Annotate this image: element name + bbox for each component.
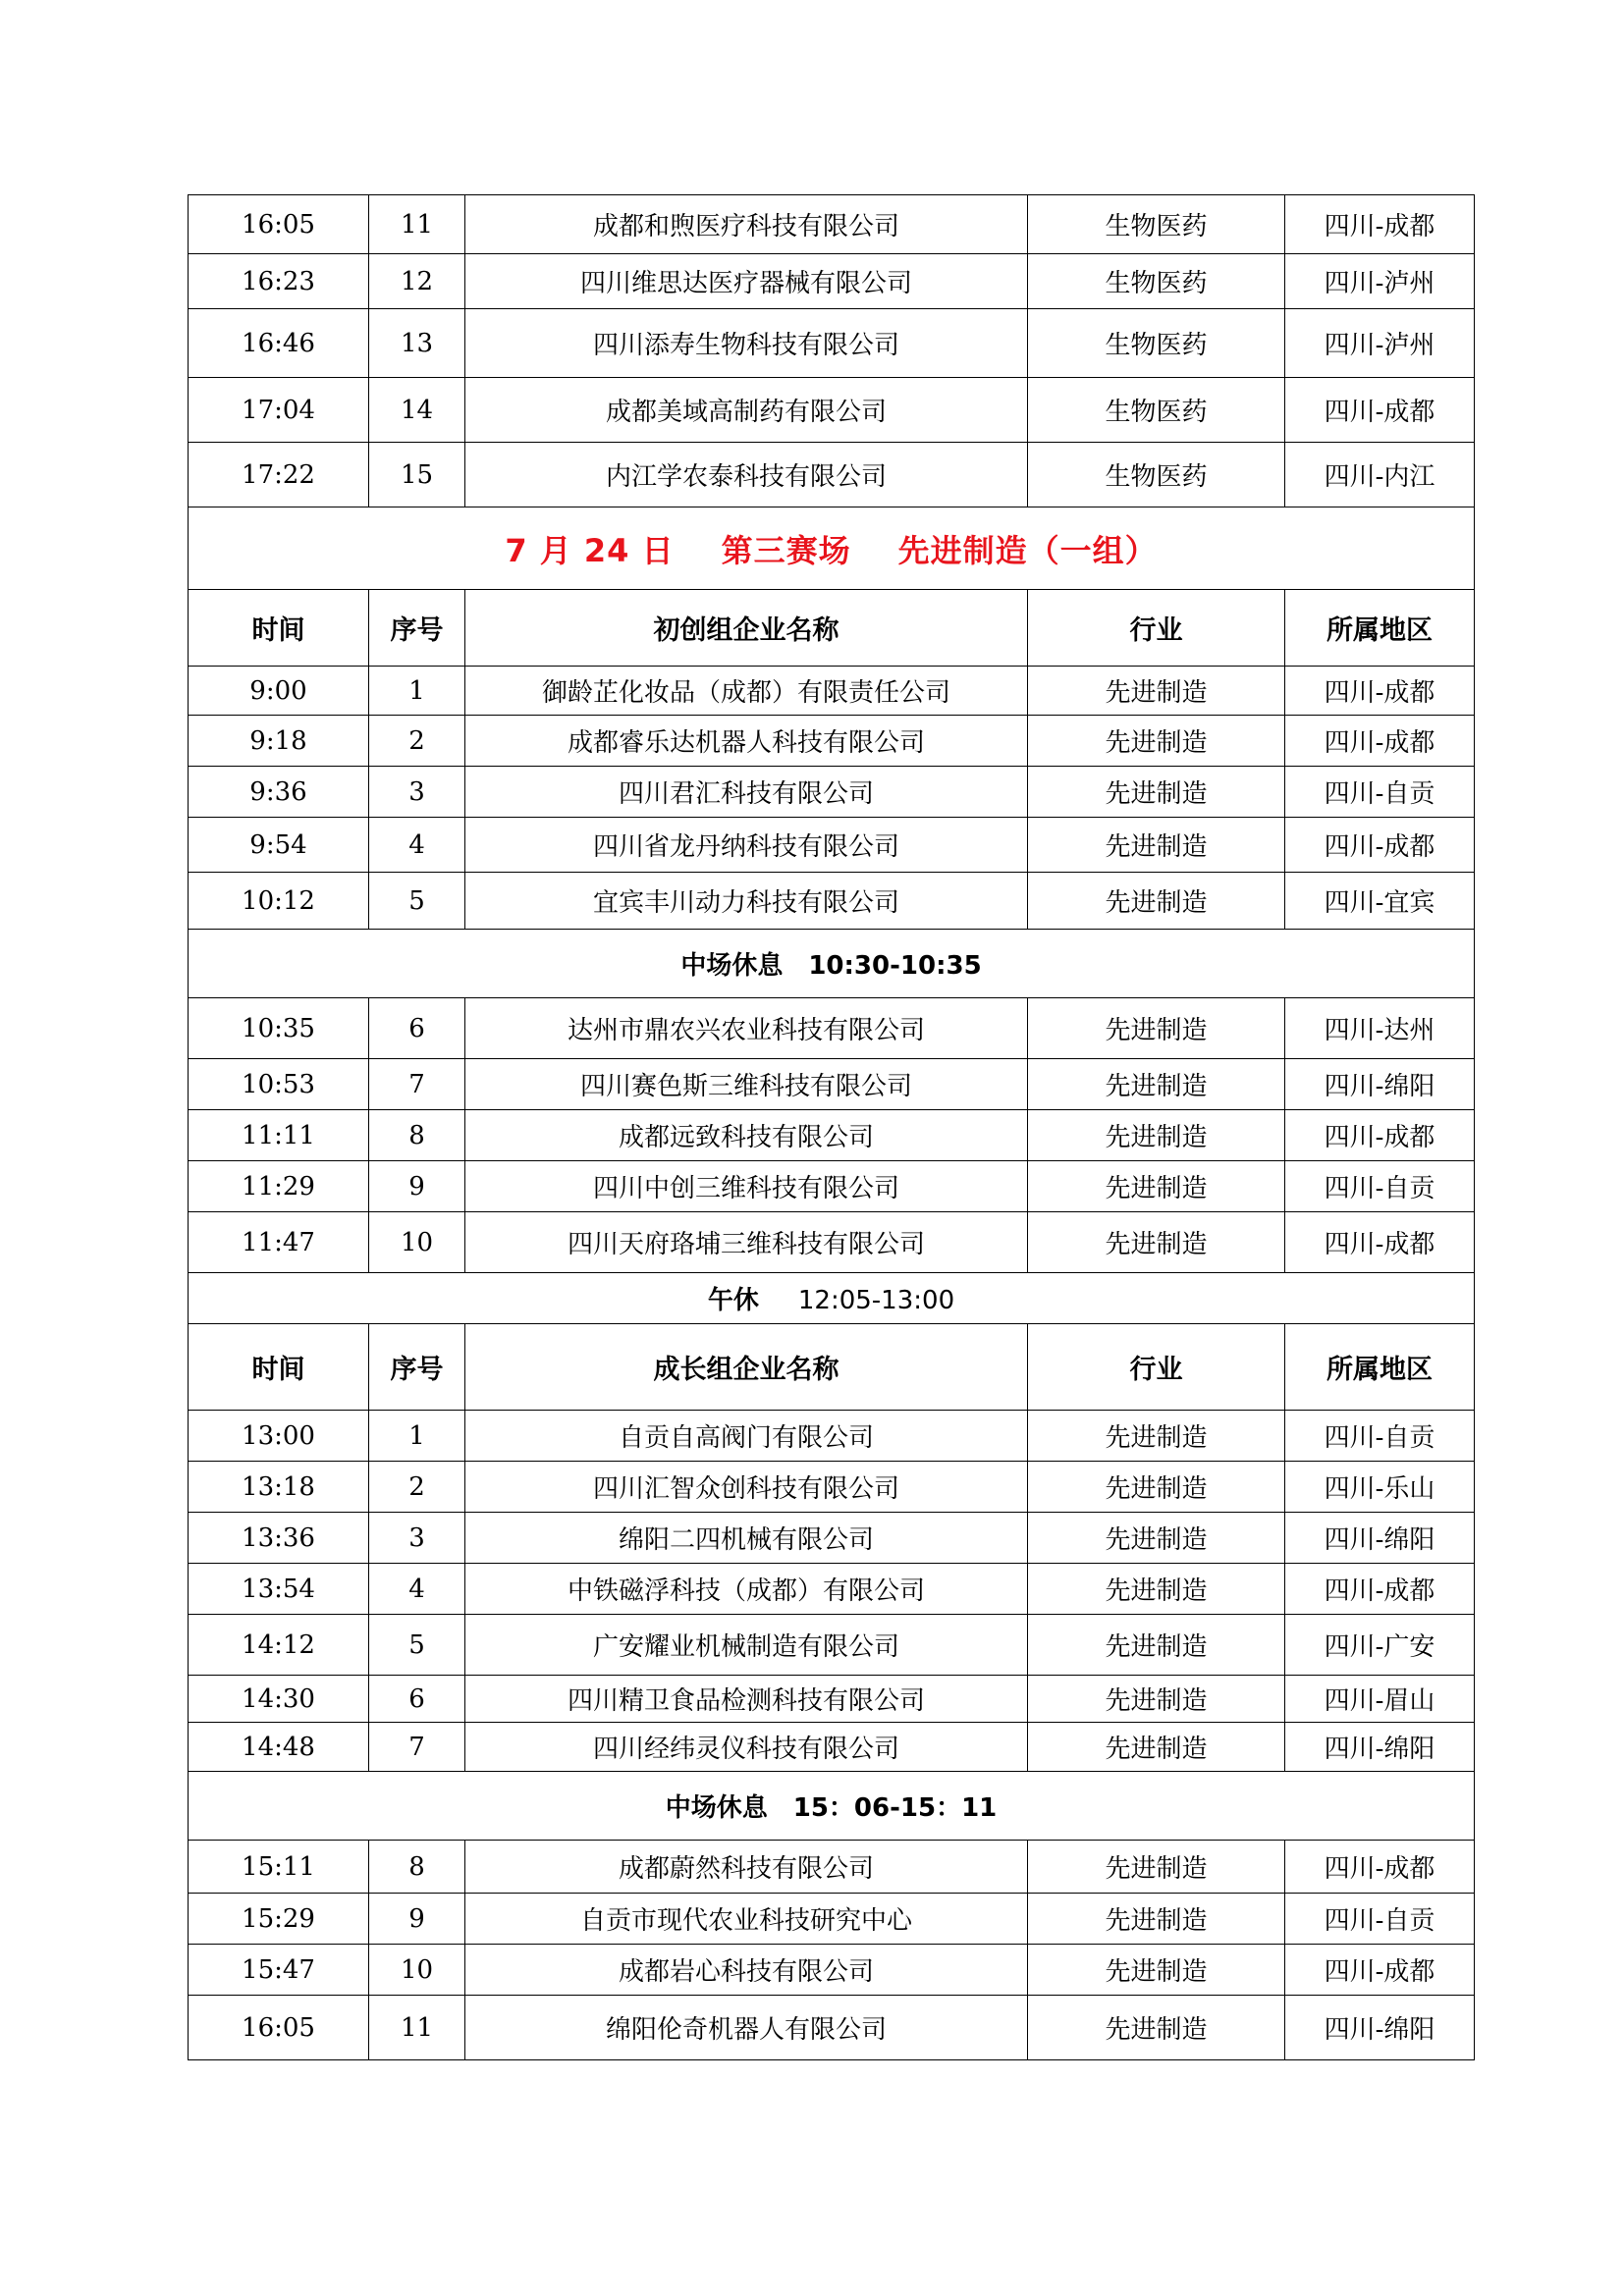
row-number: 9 (369, 1161, 465, 1212)
row-region: 四川-成都 (1285, 1212, 1475, 1273)
table-row (189, 1161, 1475, 1212)
row-time: 9:00 (189, 667, 369, 716)
header-time: 时间 (189, 590, 369, 667)
row-company: 四川赛色斯三维科技有限公司 (465, 1059, 1028, 1110)
table-row (189, 378, 1475, 443)
row-industry: 生物医药 (1028, 254, 1285, 309)
break-2-time: 15：06-15：11 (792, 1793, 998, 1823)
row-company: 成都和煦医疗科技有限公司 (465, 195, 1028, 254)
break-2-label: 中场休息 (665, 1793, 768, 1823)
row-industry: 生物医药 (1028, 195, 1285, 254)
row-number: 5 (369, 1615, 465, 1676)
table-row (189, 254, 1475, 309)
section-title-row (189, 507, 1475, 590)
lunch-label: 午休 (707, 1286, 759, 1315)
row-region: 四川-成都 (1285, 667, 1475, 716)
row-company: 中铁磁浮科技（成都）有限公司 (465, 1564, 1028, 1615)
table-row (189, 767, 1475, 818)
row-company: 四川添寿生物科技有限公司 (465, 309, 1028, 378)
header-company: 成长组企业名称 (465, 1324, 1028, 1411)
row-time: 14:48 (189, 1723, 369, 1772)
row-number: 3 (369, 767, 465, 818)
row-industry: 先进制造 (1028, 716, 1285, 767)
table-row (189, 1894, 1475, 1945)
break-1 (189, 930, 1475, 998)
row-company: 广安耀业机械制造有限公司 (465, 1615, 1028, 1676)
row-number: 12 (369, 254, 465, 309)
table-row (189, 1110, 1475, 1161)
row-region: 四川-成都 (1285, 818, 1475, 873)
row-time: 13:00 (189, 1411, 369, 1462)
header-region: 所属地区 (1285, 590, 1475, 667)
row-company: 四川中创三维科技有限公司 (465, 1161, 1028, 1212)
break-1-time: 10:30-10:35 (808, 951, 982, 981)
row-company: 四川维思达医疗器械有限公司 (465, 254, 1028, 309)
row-company: 四川省龙丹纳科技有限公司 (465, 818, 1028, 873)
row-number: 13 (369, 309, 465, 378)
section-date: 7 月 24 日 (505, 531, 675, 569)
table-row (189, 1945, 1475, 1996)
row-time: 10:53 (189, 1059, 369, 1110)
row-industry: 先进制造 (1028, 873, 1285, 930)
row-industry: 先进制造 (1028, 1723, 1285, 1772)
row-number: 3 (369, 1513, 465, 1564)
header-company: 初创组企业名称 (465, 590, 1028, 667)
table-row (189, 1513, 1475, 1564)
row-company: 四川君汇科技有限公司 (465, 767, 1028, 818)
section-title (189, 507, 1475, 590)
row-company: 绵阳伦奇机器人有限公司 (465, 1996, 1028, 2060)
break-row-1 (189, 930, 1475, 998)
row-region: 四川-广安 (1285, 1615, 1475, 1676)
row-number: 4 (369, 818, 465, 873)
row-industry: 先进制造 (1028, 1676, 1285, 1723)
schedule-table (188, 194, 1475, 2060)
row-time: 14:30 (189, 1676, 369, 1723)
row-region: 四川-成都 (1285, 195, 1475, 254)
row-industry: 先进制造 (1028, 1894, 1285, 1945)
row-region: 四川-自贡 (1285, 1411, 1475, 1462)
row-region: 四川-宜宾 (1285, 873, 1475, 930)
row-number: 15 (369, 443, 465, 507)
row-region: 四川-泸州 (1285, 254, 1475, 309)
row-industry: 先进制造 (1028, 1411, 1285, 1462)
row-company: 宜宾丰川动力科技有限公司 (465, 873, 1028, 930)
header-row-growth (189, 1324, 1475, 1411)
row-time: 16:46 (189, 309, 369, 378)
row-industry: 先进制造 (1028, 1161, 1285, 1212)
row-region: 四川-绵阳 (1285, 1723, 1475, 1772)
row-time: 11:11 (189, 1110, 369, 1161)
row-region: 四川-成都 (1285, 1841, 1475, 1894)
row-region: 四川-绵阳 (1285, 1996, 1475, 2060)
row-number: 7 (369, 1723, 465, 1772)
row-industry: 先进制造 (1028, 1841, 1285, 1894)
row-region: 四川-绵阳 (1285, 1059, 1475, 1110)
row-region: 四川-自贡 (1285, 1894, 1475, 1945)
row-time: 11:29 (189, 1161, 369, 1212)
row-region: 四川-自贡 (1285, 1161, 1475, 1212)
table-row (189, 1059, 1475, 1110)
row-time: 13:36 (189, 1513, 369, 1564)
table-row (189, 1462, 1475, 1513)
row-time: 10:12 (189, 873, 369, 930)
row-number: 2 (369, 1462, 465, 1513)
table-row (189, 1564, 1475, 1615)
row-industry: 先进制造 (1028, 998, 1285, 1059)
table-row (189, 818, 1475, 873)
row-time: 15:29 (189, 1894, 369, 1945)
row-company: 成都蔚然科技有限公司 (465, 1841, 1028, 1894)
table-row (189, 195, 1475, 254)
row-company: 自贡自高阀门有限公司 (465, 1411, 1028, 1462)
lunch-row (189, 1273, 1475, 1324)
row-company: 四川精卫食品检测科技有限公司 (465, 1676, 1028, 1723)
table-row (189, 1723, 1475, 1772)
lunch-break (189, 1273, 1475, 1324)
table-row (189, 1212, 1475, 1273)
table-row (189, 1615, 1475, 1676)
header-row-startup (189, 590, 1475, 667)
row-time: 17:22 (189, 443, 369, 507)
row-time: 15:47 (189, 1945, 369, 1996)
row-region: 四川-泸州 (1285, 309, 1475, 378)
row-time: 9:54 (189, 818, 369, 873)
table-row (189, 1676, 1475, 1723)
table-row (189, 873, 1475, 930)
row-number: 14 (369, 378, 465, 443)
row-company: 四川经纬灵仪科技有限公司 (465, 1723, 1028, 1772)
header-industry: 行业 (1028, 590, 1285, 667)
header-time: 时间 (189, 1324, 369, 1411)
table-row (189, 443, 1475, 507)
row-region: 四川-成都 (1285, 1564, 1475, 1615)
row-time: 16:05 (189, 195, 369, 254)
header-no: 序号 (369, 590, 465, 667)
row-time: 17:04 (189, 378, 369, 443)
row-region: 四川-绵阳 (1285, 1513, 1475, 1564)
row-company: 内江学农泰科技有限公司 (465, 443, 1028, 507)
break-2 (189, 1772, 1475, 1841)
row-industry: 先进制造 (1028, 1615, 1285, 1676)
row-number: 11 (369, 195, 465, 254)
row-industry: 先进制造 (1028, 1212, 1285, 1273)
row-time: 16:23 (189, 254, 369, 309)
row-company: 成都远致科技有限公司 (465, 1110, 1028, 1161)
table-row (189, 998, 1475, 1059)
row-number: 9 (369, 1894, 465, 1945)
row-company: 成都岩心科技有限公司 (465, 1945, 1028, 1996)
row-region: 四川-自贡 (1285, 767, 1475, 818)
section-theme: 先进制造（一组） (897, 531, 1158, 569)
row-number: 8 (369, 1110, 465, 1161)
header-region: 所属地区 (1285, 1324, 1475, 1411)
header-industry: 行业 (1028, 1324, 1285, 1411)
row-time: 14:12 (189, 1615, 369, 1676)
schedule-body (189, 195, 1475, 2060)
row-number: 1 (369, 667, 465, 716)
row-region: 四川-成都 (1285, 1945, 1475, 1996)
row-industry: 先进制造 (1028, 1564, 1285, 1615)
table-row (189, 716, 1475, 767)
section-venue: 第三赛场 (721, 531, 851, 569)
row-number: 6 (369, 1676, 465, 1723)
row-industry: 先进制造 (1028, 1059, 1285, 1110)
row-company: 四川天府珞埔三维科技有限公司 (465, 1212, 1028, 1273)
header-no: 序号 (369, 1324, 465, 1411)
row-company: 自贡市现代农业科技研究中心 (465, 1894, 1028, 1945)
row-number: 1 (369, 1411, 465, 1462)
row-region: 四川-眉山 (1285, 1676, 1475, 1723)
break-row-2 (189, 1772, 1475, 1841)
row-industry: 生物医药 (1028, 309, 1285, 378)
row-time: 13:54 (189, 1564, 369, 1615)
row-company: 成都美域高制药有限公司 (465, 378, 1028, 443)
row-region: 四川-乐山 (1285, 1462, 1475, 1513)
table-row (189, 1411, 1475, 1462)
row-industry: 先进制造 (1028, 1110, 1285, 1161)
row-company: 绵阳二四机械有限公司 (465, 1513, 1028, 1564)
table-row (189, 309, 1475, 378)
row-number: 4 (369, 1564, 465, 1615)
table-row (189, 1996, 1475, 2060)
row-industry: 先进制造 (1028, 1513, 1285, 1564)
row-time: 10:35 (189, 998, 369, 1059)
row-company: 御龄芷化妆品（成都）有限责任公司 (465, 667, 1028, 716)
row-region: 四川-达州 (1285, 998, 1475, 1059)
row-time: 9:18 (189, 716, 369, 767)
row-number: 11 (369, 1996, 465, 2060)
row-time: 9:36 (189, 767, 369, 818)
row-industry: 先进制造 (1028, 1996, 1285, 2060)
row-industry: 先进制造 (1028, 1462, 1285, 1513)
table-row (189, 667, 1475, 716)
row-region: 四川-成都 (1285, 1110, 1475, 1161)
row-number: 10 (369, 1212, 465, 1273)
break-1-label: 中场休息 (680, 951, 784, 981)
row-industry: 先进制造 (1028, 767, 1285, 818)
row-time: 16:05 (189, 1996, 369, 2060)
row-industry: 生物医药 (1028, 378, 1285, 443)
row-industry: 生物医药 (1028, 443, 1285, 507)
row-company: 四川汇智众创科技有限公司 (465, 1462, 1028, 1513)
row-number: 10 (369, 1945, 465, 1996)
row-number: 5 (369, 873, 465, 930)
row-industry: 先进制造 (1028, 667, 1285, 716)
row-company: 成都睿乐达机器人科技有限公司 (465, 716, 1028, 767)
row-number: 7 (369, 1059, 465, 1110)
lunch-time: 12:05-13:00 (797, 1286, 955, 1315)
table-row (189, 1841, 1475, 1894)
row-number: 6 (369, 998, 465, 1059)
row-region: 四川-成都 (1285, 716, 1475, 767)
row-industry: 先进制造 (1028, 818, 1285, 873)
row-industry: 先进制造 (1028, 1945, 1285, 1996)
row-region: 四川-内江 (1285, 443, 1475, 507)
row-time: 13:18 (189, 1462, 369, 1513)
row-time: 11:47 (189, 1212, 369, 1273)
row-number: 2 (369, 716, 465, 767)
row-number: 8 (369, 1841, 465, 1894)
row-region: 四川-成都 (1285, 378, 1475, 443)
row-time: 15:11 (189, 1841, 369, 1894)
row-company: 达州市鼎农兴农业科技有限公司 (465, 998, 1028, 1059)
